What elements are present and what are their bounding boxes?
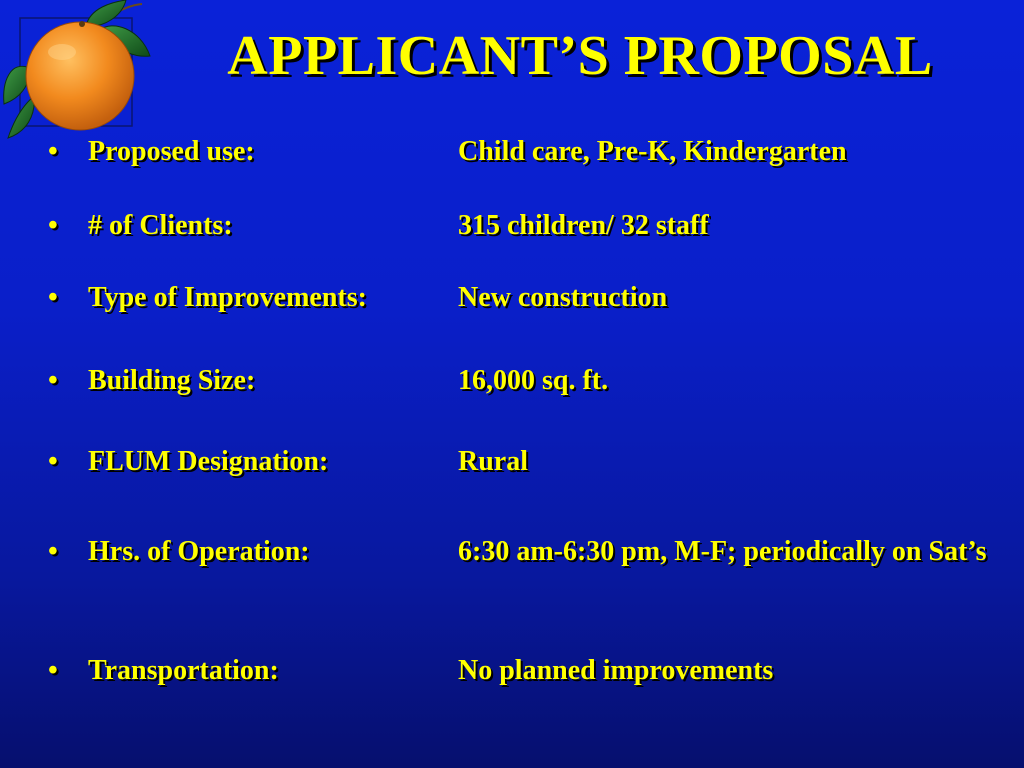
bullet-marker: •: [48, 536, 58, 567]
item-label: Transportation:: [88, 655, 279, 686]
item-label: FLUM Designation:: [88, 446, 329, 477]
item-value: No planned improvements: [458, 655, 774, 686]
item-label: # of Clients:: [88, 210, 233, 241]
bullet-marker: •: [48, 655, 58, 686]
item-value: 315 children/ 32 staff: [458, 210, 709, 241]
slide-title: APPLICANT’S PROPOSAL: [227, 25, 933, 87]
item-value: Child care, Pre-K, Kindergarten: [458, 136, 847, 167]
bullet-marker: •: [48, 365, 58, 396]
item-value: 6:30 am-6:30 pm, M-F; periodically on Sat’s: [458, 536, 987, 567]
item-label: Proposed use:: [88, 136, 255, 167]
item-label: Hrs. of Operation:: [88, 536, 310, 567]
bullet-marker: •: [48, 282, 58, 313]
item-value: Rural: [458, 446, 528, 477]
bullet-marker: •: [48, 446, 58, 477]
bullet-marker: •: [48, 210, 58, 241]
item-value: New construction: [458, 282, 668, 313]
item-label: Type of Improvements:: [88, 282, 367, 313]
item-label: Building Size:: [88, 365, 256, 396]
bullet-marker: •: [48, 136, 58, 167]
item-value: 16,000 sq. ft.: [458, 365, 609, 396]
